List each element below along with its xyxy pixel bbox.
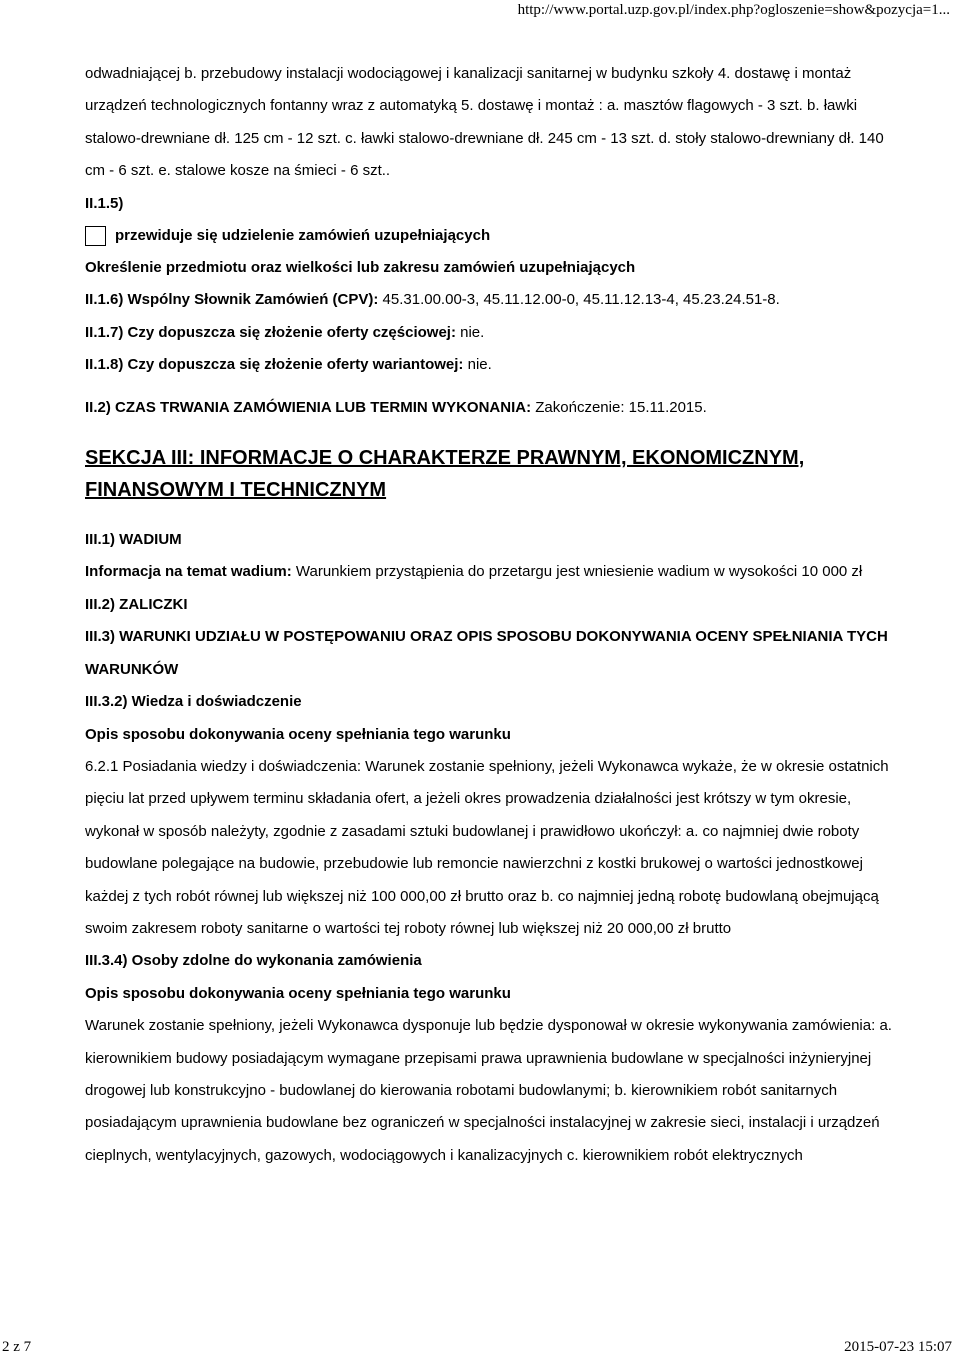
section-iii-title: SEKCJA III: INFORMACJE O CHARAKTERZE PRAWNYM, EKONOMICZNYM, FINANSOWYM I TECHNICZNYM [85,447,805,502]
wadium-info-label: Informacja na temat wadium: [85,563,292,581]
print-datetime: 2015-07-23 15:07 [844,1339,952,1355]
page-number: 2 z 7 [2,1339,32,1355]
additional-orders-subheading: Określenie przedmiotu oraz wielkości lub zakresu zamówień uzupełniających [85,259,636,277]
duration-label: II.2) CZAS TRWANIA ZAMÓWIENIA LUB TERMIN WYKONANIA: [85,398,532,416]
variant-offer-value: nie. [467,356,492,374]
duration-value: Zakończenie: 15.11.2015. [535,398,707,416]
section-ii-1-5-label: II.1.5) [85,194,124,212]
wadium-info [85,556,895,588]
wadium-info-value: Warunkiem przystąpienia do przetargu jest wniesienie wadium w wysokości 10 000 zł [295,563,863,581]
section-iii-3-2-desc-label: Opis sposobu dokonywania oceny spełniania tego warunku [85,725,511,743]
section-ii-1-6 [85,284,895,316]
variant-offer-label: II.1.8) Czy dopuszcza się złożenie oferty wariantowej: [85,356,464,374]
section-iii-3-4-label: III.3.4) Osoby zdolne do wykonania zamówienia [85,952,422,970]
section-ii-1-8 [85,349,895,381]
section-iii-3-2-text: 6.2.1 Posiadania wiedzy i doświadczenia: Warunek zostanie spełniony, jeżeli Wykonawca wykaże, że w okresie ostatnich pięciu lat przed upływem terminu składania ofert, a jeżeli okres prowadzenia działalności jest krótszy w tym okresie, wykonał w sposób należyty, zgodnie z zasadami sztuki budowlanej i prawidłowo ukończył: a. co najmniej dwie roboty budowlane polegające na budowie, przebudowie lub remoncie nawierzchni z kostki brukowej o wartości jednostkowej każdej z tych robót równej lub większej niż 100 000,00 zł brutto oraz b. co najmniej jedną robotę budowlaną obejmującą swoim zakresem roboty sanitarne o wartości tej roboty równej lub większej niż 20 000,00 zł brutto [85,757,889,937]
print-url: http://www.portal.uzp.gov.pl/index.php?ogloszenie=show&pozycja=1... [517,2,950,18]
section-iii-3-4-desc-label: Opis sposobu dokonywania oceny spełniania tego warunku [85,984,511,1002]
section-ii-1-7 [85,317,895,349]
section-iii-2-label: III.2) ZALICZKI [85,595,188,613]
section-iii-3-4-text: Warunek zostanie spełniony, jeżeli Wykonawca dysponuje lub będzie dysponował w okresie wykonywania zamówienia: a. kierownikiem budowy posiadającym wymagane przepisami prawa uprawnienia budowlane w specjalności inżynieryjnej drogowej lub konstrukcyjno - budowlanej do kierowania robotami budowlanymi; b. kierownikiem robót sanitarnych posiadającym uprawnienia budowlane bez ograniczeń w specjalności instalacyjnej w zakresie sieci, instalacji i urządzeń cieplnych, wentylacyjnych, gazowych, wodociągowych i kanalizacyjnych c. kierownikiem robót elektrycznych [85,1017,892,1164]
additional-orders-option [85,220,895,252]
cpv-label: II.1.6) Wspólny Słownik Zamówień (CPV): [85,291,379,309]
partial-offer-label: II.1.7) Czy dopuszcza się złożenie oferty częściowej: [85,323,456,341]
section-iii-3-label: III.3) WARUNKI UDZIAŁU W POSTĘPOWANIU ORAZ OPIS SPOSOBU DOKONYWANIA OCENY SPEŁNIANIA TYCH WARUNKÓW [85,628,888,678]
section-ii-2 [85,392,895,424]
section-iii-3-2-label: III.3.2) Wiedza i doświadczenie [85,693,302,711]
checkbox-icon [85,226,106,246]
section-iii-1-label: III.1) WADIUM [85,531,182,549]
partial-offer-value: nie. [460,323,485,341]
checkbox-label: przewiduje się udzielenie zamówień uzupełniających [115,227,491,245]
intro-text: odwadniającej b. przebudowy instalacji wodociągowej i kanalizacji sanitarnej w budynku szkoły 4. dostawę i montaż urządzeń technologicznych fontanny wraz z automatyką 5. dostawę i montaż : a. masztów flagowych - 3 szt. b. ławki stalowo-drewniane dł. 125 cm - 12 szt. c. ławki stalowo-drewniane dł. 245 cm - 13 szt. d. stoły stalowo-drewniany dł. 140 cm - 6 szt. e. stalowe kosze na śmieci - 6 szt.. [85,65,884,180]
document-body [85,58,895,1172]
cpv-value: 45.31.00.00-3, 45.11.12.00-0, 45.11.12.13-4, 45.23.24.51-8. [382,291,780,309]
